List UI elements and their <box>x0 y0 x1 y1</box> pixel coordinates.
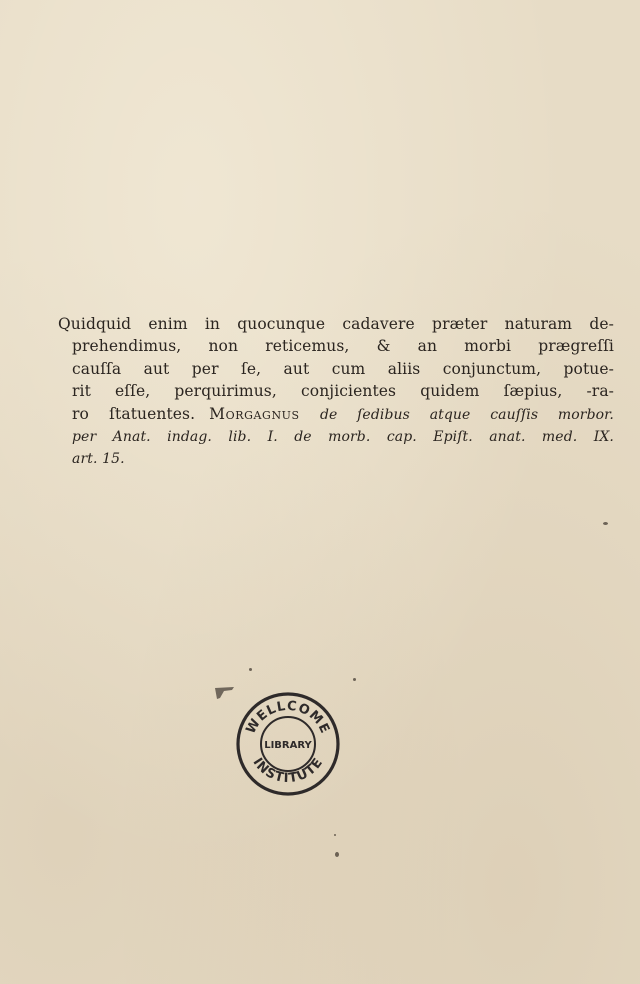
epigraph-line-1: Quidquid enim in quocunque cadavere præter naturam de- <box>58 315 614 333</box>
ink-speck <box>249 668 252 671</box>
epigraph-line-5 <box>58 403 614 426</box>
epigraph-line-5-text: ro ſtatuentes. <box>72 404 196 423</box>
citation-part-2: per Anat. indag. lib. I. de morb. cap. Epiſt. anat. med. IX. <box>72 429 614 446</box>
stamp-center-text: LIBRARY <box>264 740 312 751</box>
epigraph-line-2: prehendimus, non reticemus, & an morbi prægreſſi <box>72 337 614 356</box>
ink-speck <box>603 522 608 525</box>
epigraph-line-3: cauſſa aut per ſe, aut cum aliis conjunctum, potue- <box>72 359 614 378</box>
citation-part-1: de ſedibus atque cauſſis morbor. <box>319 406 614 423</box>
ink-speck <box>335 852 339 857</box>
ink-speck <box>353 678 356 681</box>
epigraph-line-4: rit eſſe, perquirimus, conjicientes quidem ſæpius, -ra- <box>72 382 614 401</box>
ink-speck <box>334 834 336 836</box>
stamp-bottom-text: INSTITUTE <box>249 755 327 787</box>
epigraph <box>58 313 614 471</box>
library-stamp <box>234 690 342 798</box>
citation-author: Morgagnus <box>209 404 300 423</box>
stamp-top-text: WELLCOME <box>243 698 333 737</box>
citation-part-3: art. 15. <box>72 451 125 468</box>
stamp-corner-mark <box>214 686 236 700</box>
